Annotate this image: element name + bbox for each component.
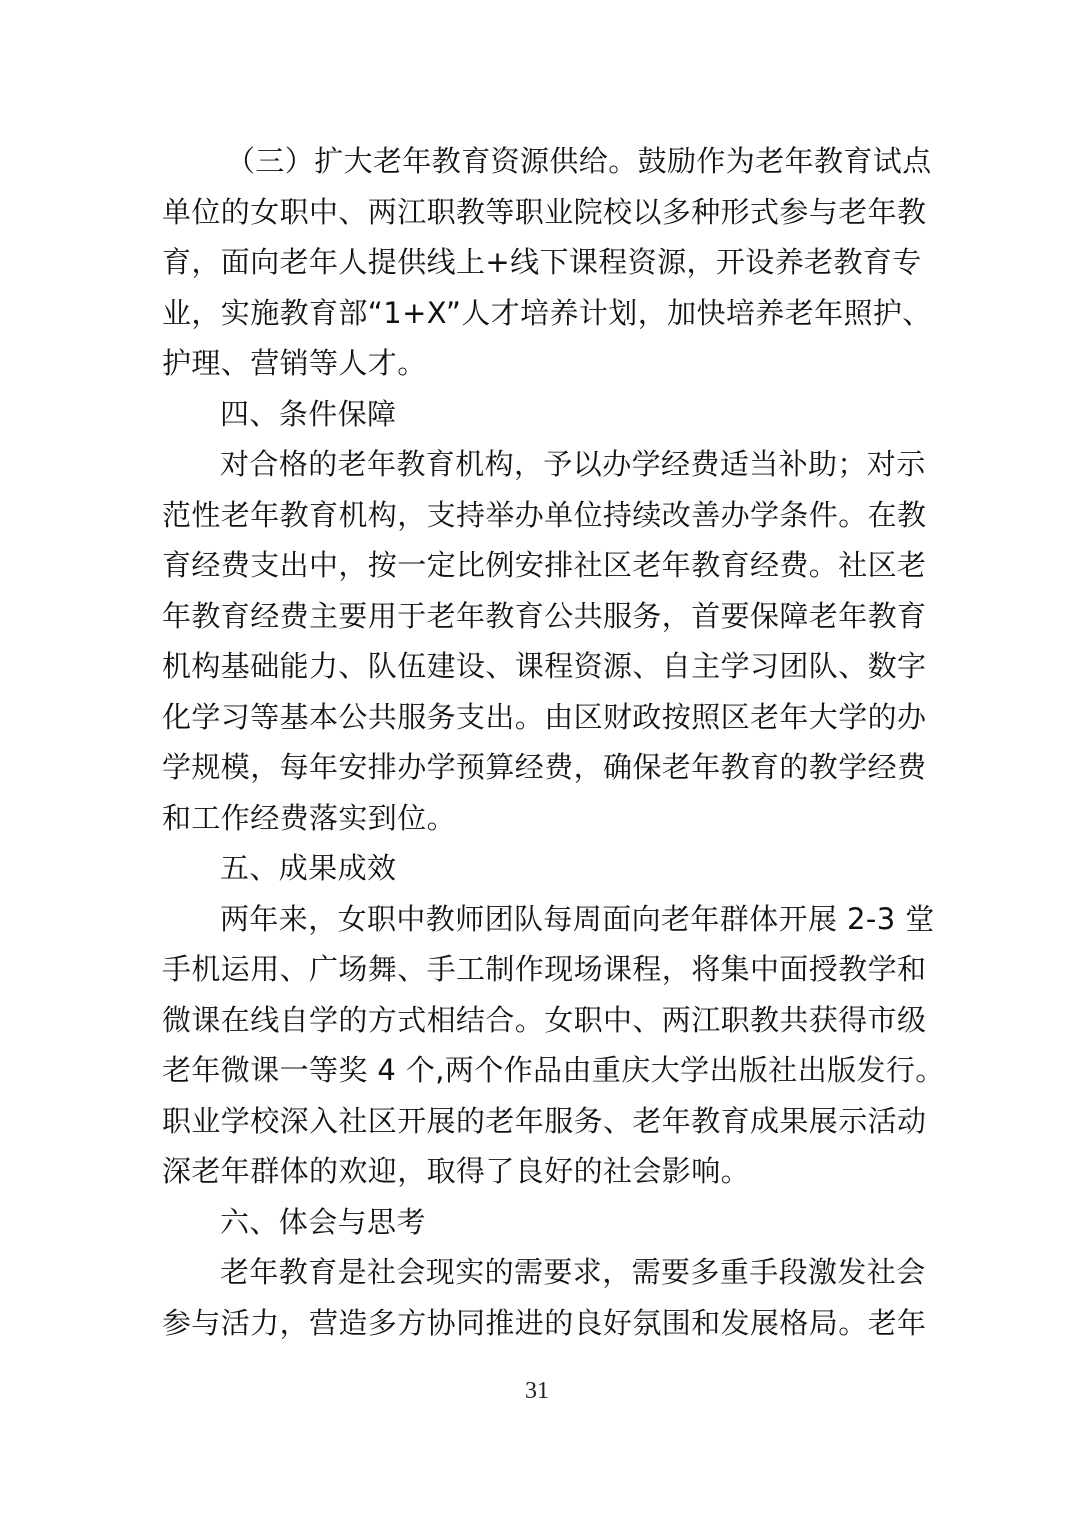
paragraph-line: 微课在线自学的方式相结合。女职中、两江职教共获得市级: [162, 1002, 927, 1037]
paragraph-line: 育，面向老年人提供线上+线下课程资源，开设养老教育专: [162, 245, 922, 279]
section-heading: 五、成果成效: [220, 851, 397, 885]
paragraph-line: 深老年群体的欢迎，取得了良好的社会影响。: [162, 1154, 751, 1188]
paragraph-line: 职业学校深入社区开展的老年服务、老年教育成果展示活动: [162, 1103, 927, 1138]
paragraph-line: 学规模，每年安排办学预算经费，确保老年教育的教学经费: [162, 750, 927, 784]
paragraph-line: 老年微课一等奖 4 个,两个作品由重庆大学出版社出版发行。: [162, 1053, 945, 1087]
paragraph-line: 机构基础能力、队伍建设、课程资源、自主学习团队、数字: [162, 649, 927, 683]
section-heading: 四、条件保障: [220, 396, 397, 431]
section-heading: 六、体会与思考: [220, 1204, 426, 1239]
page-number: 31: [525, 1378, 549, 1404]
paragraph-line: 化学习等基本公共服务支出。由区财政按照区老年大学的办: [162, 699, 927, 734]
paragraph-line: 范性老年教育机构，支持举办单位持续改善办学条件。在教: [162, 497, 927, 532]
paragraph-line: 老年教育是社会现实的需要求，需要多重手段激发社会: [220, 1255, 926, 1289]
paragraph-line: （三）扩大老年教育资源供给。鼓励作为老年教育试点: [226, 144, 932, 178]
paragraph-line: 单位的女职中、两江职教等职业院校以多种形式参与老年教: [162, 194, 927, 229]
paragraph-line: 对合格的老年教育机构，予以办学经费适当补助；对示: [220, 447, 926, 481]
paragraph-line: 手机运用、广场舞、手工制作现场课程，将集中面授教学和: [162, 952, 927, 986]
paragraph-line: 护理、营销等人才。: [162, 346, 427, 380]
paragraph-line: 参与活力，营造多方协同推进的良好氛围和发展格局。老年: [162, 1305, 927, 1340]
paragraph-line: 育经费支出中，按一定比例安排社区老年教育经费。社区老: [162, 548, 927, 582]
paragraph-line: 两年来，女职中教师团队每周面向老年群体开展 2-3 堂: [220, 901, 935, 936]
body-text: [162, 136, 945, 1348]
paragraph-line: 和工作经费落实到位。: [162, 800, 457, 835]
paragraph-line: 业，实施教育部“1+X”人才培养计划，加快培养老年照护、: [162, 295, 932, 330]
paragraph-line: 年教育经费主要用于老年教育公共服务，首要保障老年教育: [162, 598, 927, 633]
